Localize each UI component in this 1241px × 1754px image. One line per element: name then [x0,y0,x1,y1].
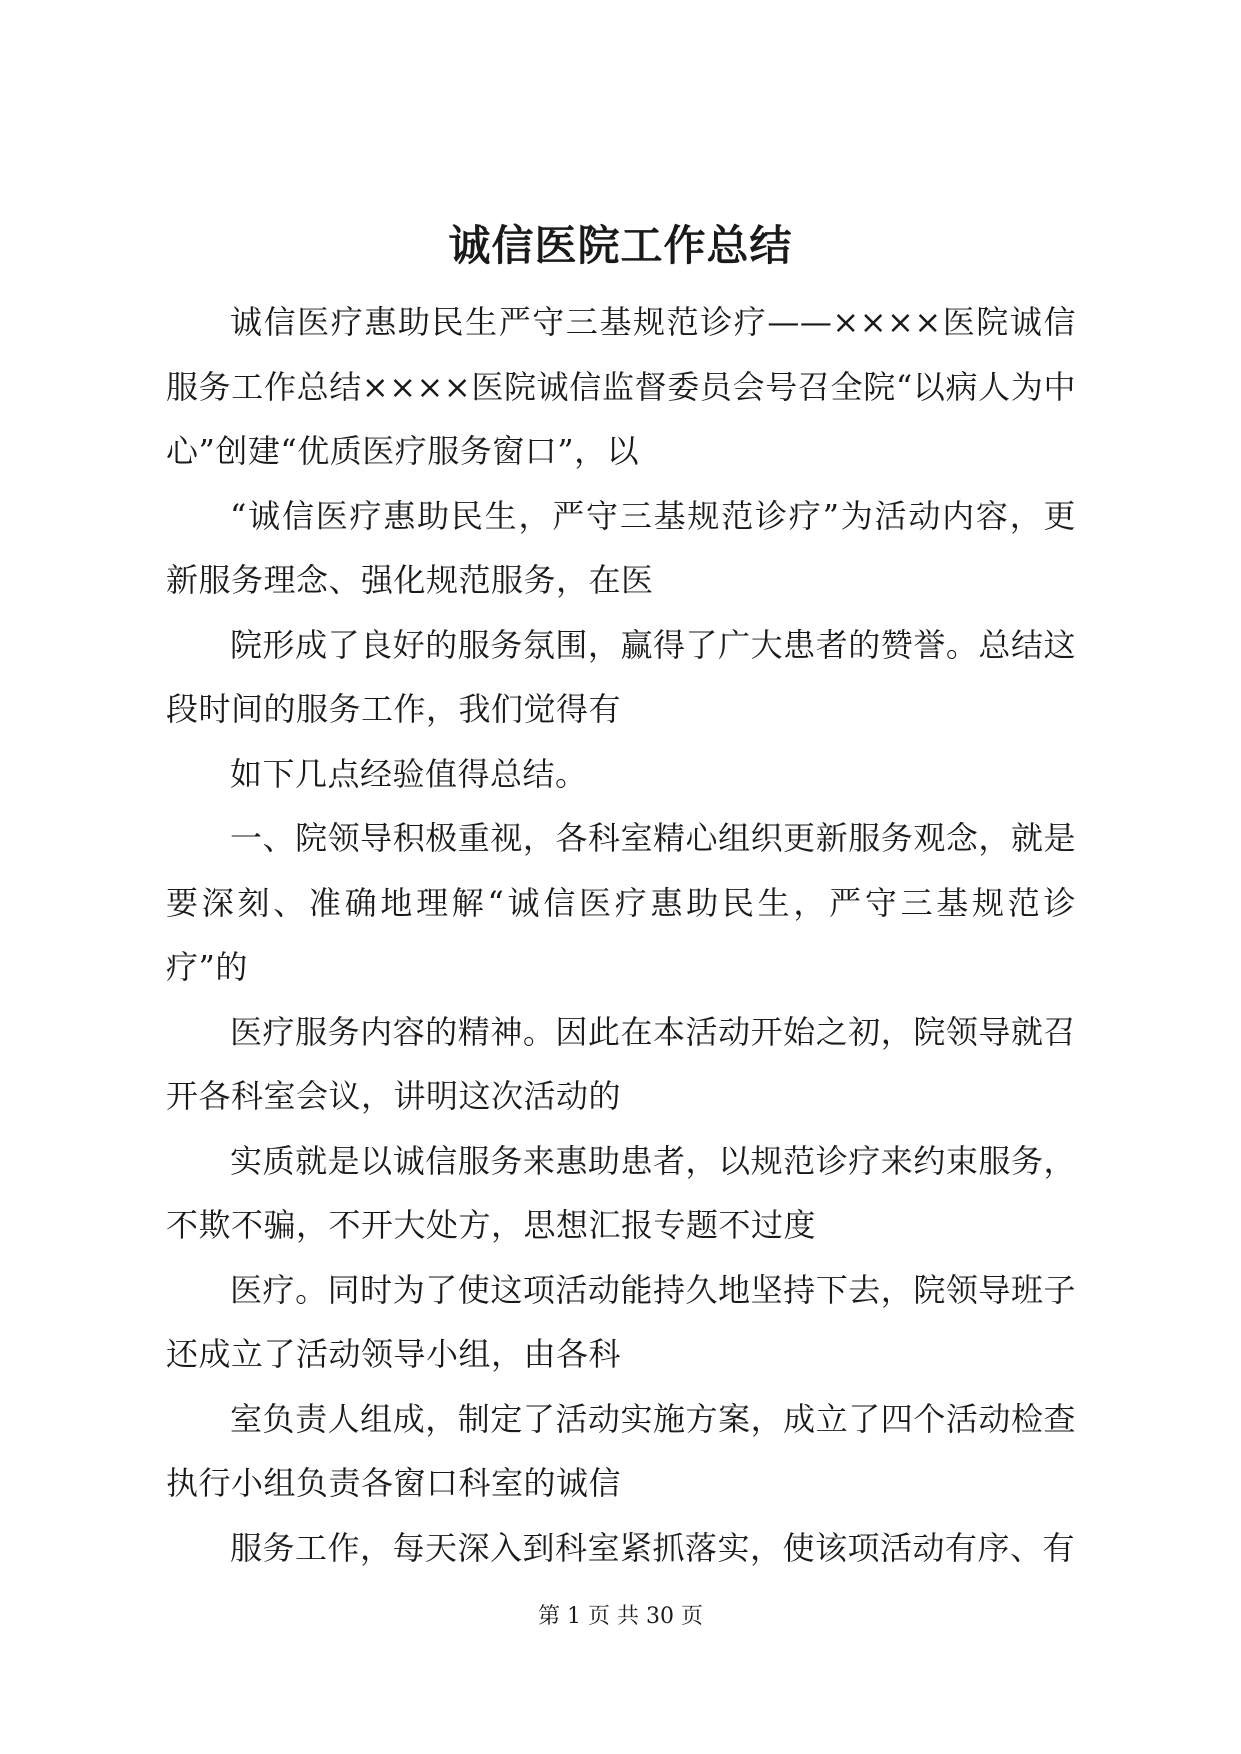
document-body [166,290,1076,1580]
document-title: 诚信医院工作总结 [448,221,793,270]
paragraph: 服务工作，每天深入到科室紧抓落实，使该项活动有序、有 [230,1528,1076,1567]
paragraph: 院形成了良好的服务氛围，赢得了广大患者的赞誉。总结这段时间的服务工作，我们觉得有 [166,625,1076,728]
paragraph: 实质就是以诚信服务来惠助患者，以规范诊疗来约束服务，不欺不骗，不开大处方，思想汇报专题不过度 [166,1141,1076,1244]
paragraph: 诚信医疗惠助民生严守三基规范诊疗——××××医院诚信服务工作总结××××医院诚信监督委员会号召全院“以病人为中心”创建“优质医疗服务窗口”，以 [166,303,1076,470]
paragraph: 医疗。同时为了使这项活动能持久地坚持下去，院领导班子还成立了活动领导小组，由各科 [166,1270,1076,1373]
paragraph: 室负责人组成，制定了活动实施方案，成立了四个活动检查执行小组负责各窗口科室的诚信 [166,1399,1076,1502]
paragraph: 医疗服务内容的精神。因此在本活动开始之初，院领导就召开各科室会议，讲明这次活动的 [166,1012,1076,1115]
paragraph: 如下几点经验值得总结。 [230,754,588,793]
paragraph: “诚信医疗惠助民生，严守三基规范诊疗”为活动内容，更新服务理念、强化规范服务，在医 [166,496,1076,599]
paragraph: 一、院领导积极重视，各科室精心组织更新服务观念，就是要深刻、准确地理解“诚信医疗惠助民生，严守三基规范诊疗”的 [166,819,1076,986]
page-number-footer: 第 1 页 共 30 页 [538,1604,703,1629]
